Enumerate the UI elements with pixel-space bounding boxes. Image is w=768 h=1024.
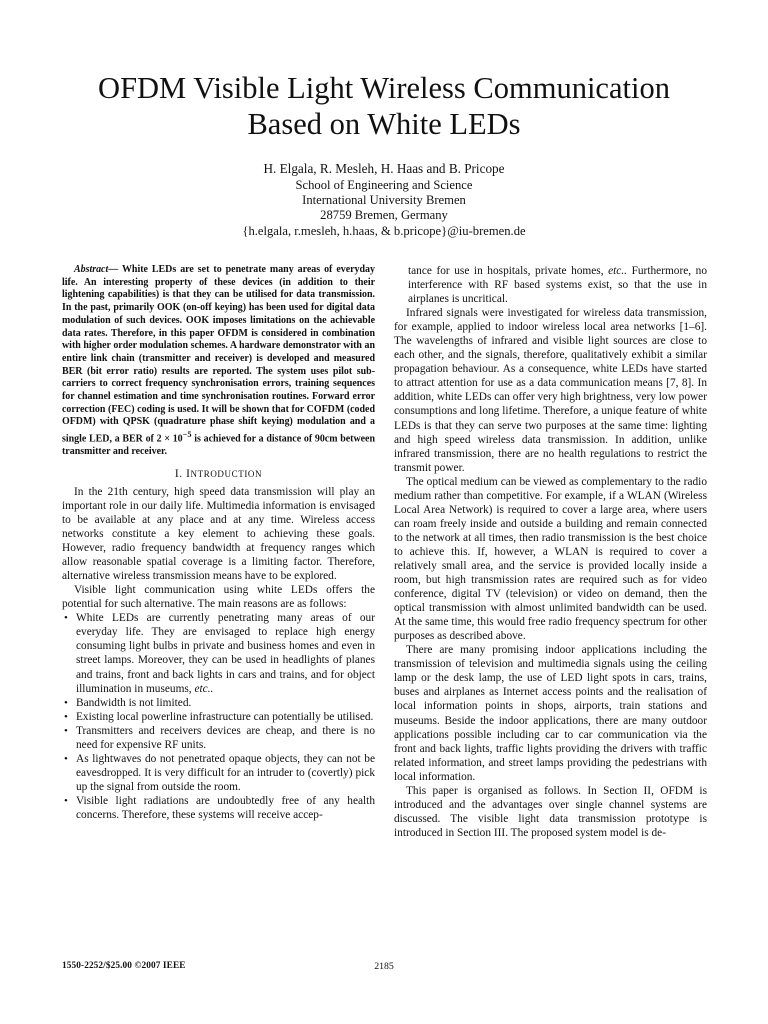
author-block	[0, 161, 768, 239]
continuation-post: Furthermore, no interference with RF based systems exist, so that the use in airplanes is uncritical.	[408, 265, 708, 306]
bullet-icon: •	[64, 710, 68, 723]
right-column	[394, 264, 707, 840]
list-item	[62, 611, 375, 695]
intro-paragraph-2: Visible light communication using white LEDs offers the potential for such alternative. The main reasons are as follows:	[62, 584, 375, 611]
list-item-text: Existing local powerline infrastructure can potentially be utilised.	[76, 710, 374, 723]
page-number: 2185	[374, 961, 394, 972]
section-heading-rest: NTRODUCTION	[190, 468, 263, 479]
abstract-text: White LEDs are set to penetrate many areas of everyday life. An interesting property of these devices (in addition to their lightening capabilities) is that they can be utilised for data transmission. In the past, primarily OOK (on-off keying) has been used for digital data modulation of such devices. OOK imposes limitations on the achievable data rates. Therefore, in this paper OFDM is considered in combination with higher order modulation schemes. A hardware demonstrator with an entire link chain (transmitter and receiver) is developed and measured BER (bit error ratio) results are reported. The system uses pilot sub-carriers to correct frequency synchronisation errors, training sequences for channel estimation and time synchronisation routines. Forward error correction (FEC) coding is used. It will be shown that for COFDM (coded OFDM) with QPSK (quadrature phase shift keying) modulation and a single LED, a BER of	[62, 264, 375, 445]
title-line-2: Based on White LEDs	[247, 107, 521, 141]
list-item-text: Visible light radiations are undoubtedly free of any health concerns. Therefore, these systems will receive accep-	[76, 794, 375, 821]
list-item-etc: etc..	[194, 682, 214, 695]
left-column	[62, 264, 375, 822]
title-line-1: OFDM Visible Light Wireless Communication	[98, 71, 670, 105]
paragraph-indoor-applications: There are many promising indoor applications including the transmission of television and multimedia signals using the ceiling lamp or the desk lamp, the use of LED light spots in cars, trains, buses and airplanes as Internet access points and the realisation of local information points in shops, airports, train stations and museums. Beside the indoor applications, there are many outdoor applications possible including car to car communication via the front and back lights, traffic lights providing the drivers with traffic related information, and street lamps providing the pedestrians with local information.	[394, 644, 707, 783]
author-emails: {h.elgala, r.mesleh, h.haas, & b.pricope}@iu-bremen.de	[242, 223, 526, 238]
list-item-text: Bandwidth is not limited.	[76, 696, 192, 709]
bullet-icon: •	[64, 612, 68, 625]
list-item	[62, 794, 375, 822]
paragraph-organisation: This paper is organised as follows. In Section II, OFDM is introduced and the advantages over single channel systems are discussed. The visible light data transmission prototype is introduced in Section III. The proposed system model is de-	[394, 784, 707, 839]
paragraph-optical-medium: The optical medium can be viewed as complementary to the radio medium rather than competitive. For example, if a WLAN (Wireless Local Area Network) is required to cover a large area, where users can roam freely inside and outside a building and remain connected to the network at all times, then radio transmission is the best choice to achieve this. If, however, a WLAN is required to cover a relatively small area, and the service is provided locally inside a room, but high transmission rates are required such as for video conference, digital TV (television) or video on demand, then the optical transmission with almost unlimited bandwidth can be used. At the same time, this would free radio frequency spectrum for other purposes as described above.	[394, 475, 707, 643]
list-item-text: White LEDs are currently penetrating many areas of our everyday life. They are envisaged to replace high energy consuming light bulbs in private and business homes and even in street lamps. Moreover, they can be used in headlights of planes and trains, front and back lights in cars and trains, and for object illumination in museums,	[76, 612, 375, 695]
intro-paragraph-1: In the 21th century, high speed data transmission will play an important role in our daily life. Multimedia information is envisaged to be available at any place and at any time. Wireless access networks constitute a key element to achieving these goals. However, radio frequency bandwidth at frequency ranges which allow reasonable spatial coverage is a limiting factor. Therefore, alternative wireless transmission means have to be explored.	[62, 485, 375, 583]
affiliation-university: International University Bremen	[302, 193, 466, 208]
list-item	[62, 696, 375, 710]
section-heading-introduction	[62, 467, 375, 481]
section-heading-initial: I	[186, 467, 191, 480]
continuation-pre: tance for use in hospitals, private homes,	[408, 265, 604, 277]
section-numeral: I.	[174, 467, 183, 480]
paragraph-infrared: Infrared signals were investigated for wireless data transmission, for example, applied to indoor wireless local area networks [1–6]. The wavelengths of infrared and visible light sources are close to each other, and the signals, therefore, qualitatively exhibit a similar propagation behaviour. As a consequence, white LEDs have started to attract attention for use as a data communication means [7, 8]. In addition, white LEDs can offer very high brightness, very low power consumptions and long lifetime. Therefore, a unique feature of white LEDs is that they can serve two purposes at the same time: lighting and high speed wireless data transmission. In addition, unlike infrared transmission, there are no health regulations to restrict the transmit power.	[394, 307, 707, 474]
abstract-label: Abstract	[74, 264, 109, 275]
bullet-icon: •	[64, 724, 68, 737]
paper-title	[0, 70, 768, 142]
abstract-dash: —	[108, 264, 119, 275]
continuation-etc: etc..	[608, 265, 628, 277]
author-names: H. Elgala, R. Mesleh, H. Haas and B. Pricope	[263, 161, 505, 176]
affiliation-city: 28759 Bremen, Germany	[320, 208, 448, 223]
abstract-ending: is achieved for a distance of 90cm between transmitter and receiver.	[62, 433, 375, 458]
bullet-continuation	[394, 264, 707, 306]
list-item-text: Transmitters and receivers devices are cheap, and there is no need for expensive RF units.	[76, 724, 375, 751]
list-item	[62, 752, 375, 794]
list-item	[62, 724, 375, 752]
list-item	[62, 710, 375, 724]
bullet-icon: •	[64, 752, 68, 765]
list-item-text: As lightwaves do not penetrated opaque objects, they can not be eavesdropped. It is very difficult for an intruder to (covertly) pick up the signal from outside the room.	[76, 752, 375, 793]
bullet-icon: •	[64, 696, 68, 709]
abstract	[62, 264, 375, 459]
ber-value: 2 × 10	[156, 433, 183, 445]
ber-exponent: −5	[182, 430, 192, 440]
copyright-notice: 1550-2252/$25.00 ©2007 IEEE	[62, 961, 186, 971]
bullet-icon: •	[64, 794, 68, 807]
reasons-list	[62, 611, 375, 822]
affiliation-school: School of Engineering and Science	[295, 178, 473, 192]
